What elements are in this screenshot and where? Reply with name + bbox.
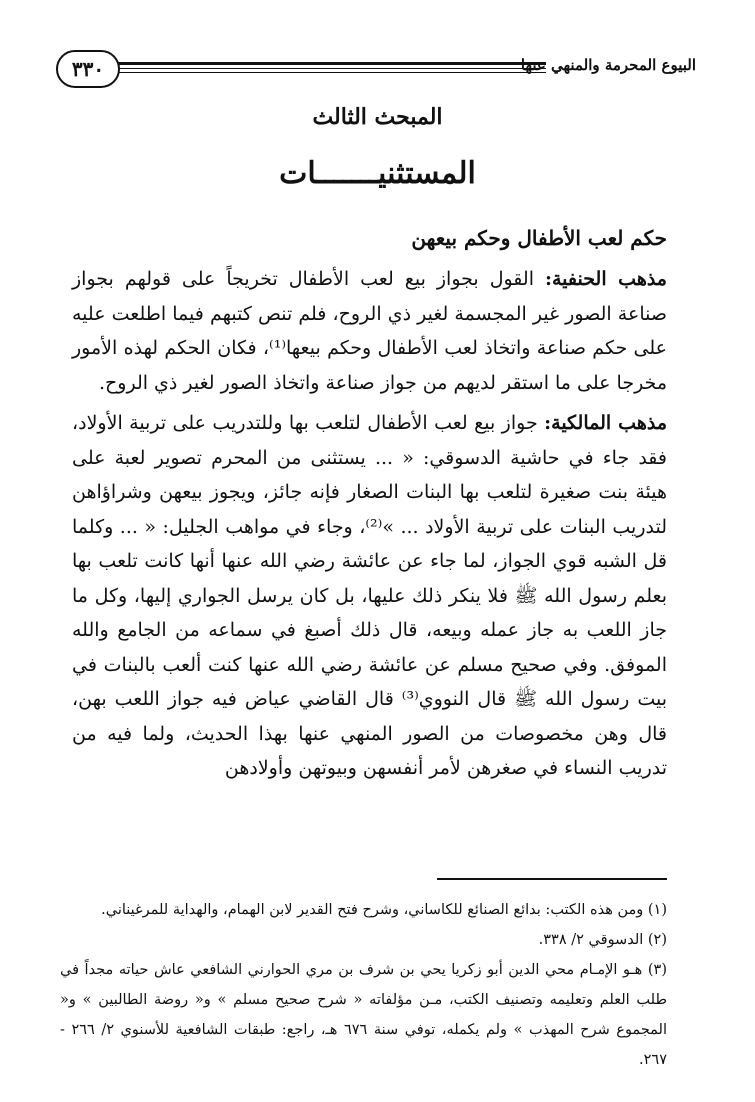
footnote-item: (٢) الدسوقي ٢/ ٣٣٨. (538, 932, 667, 948)
header-rules (114, 62, 546, 73)
sub-heading: حكم لعب الأطفال وحكم بيعهن (411, 226, 667, 250)
body-text (72, 262, 667, 792)
paragraph-hanafi (72, 262, 667, 400)
header-rule-thick (114, 62, 546, 65)
main-title: المستثنيـــــــات (279, 156, 476, 191)
page-number-badge (56, 50, 120, 88)
paragraph-maliki (72, 406, 667, 786)
paragraph-text: جواز بيع لعب الأطفال لتلعب بها وللتدريب على تربية الأولاد، فقد جاء في حاشية الدسوقي: « ... يستثنى من المحرم تصوير لعبة على هيئة بنت صغيرة لتلعب بها البنات الصغار فإنه جائز، ويجوز بيعهن وشراؤاهن لتدريب البنات على تربية الأولاد ... »⁽²⁾، وجاء في مواهب الجليل: « ... وكلما قل الشبه قوي الجواز، لما جاء عن عائشة رضي الله عنها أنها كانت تلعب بها بعلم رسول الله ﷺ فلا ينكر ذلك عليها، بل كان يرسل الجواري إليها، وكل ما جاز اللعب به جاز عمله وبيعه، قال ذلك أصبغ في سماعه من الجامع والله الموفق. وفي صحيح مسلم عن عائشة رضي الله عنها كنت ألعب بالبنات في بيت رسول الله ﷺ قال النووي⁽³⁾ قال القاضي عياض فيه جواز اللعب بهن، قال وهن مخصوصات من الصور المنهي عنها بهذا الحديث، ولما فيه من تدريب النساء في صغرهن لأمر أنفسهن وبيوتهن وأولادهن (72, 412, 667, 779)
page-number: ٣٣٠ (71, 57, 105, 81)
footnotes (60, 895, 667, 1075)
section-title: المبحث الثالث (312, 104, 443, 130)
paragraph-lead: مذهب الحنفية: (544, 268, 667, 290)
footnote-item: (١) ومن هذه الكتب: بدائع الصنائع للكاساني، وشرح فتح القدير لابن الهمام، والهداية للمرغيناني. (101, 902, 667, 918)
page-header (56, 50, 696, 94)
footnote-item: (٣) هـو الإمـام محي الدين أبو زكريا يحي بن شرف بن مري الحوارني الشافعي عاش حياته مجداً في طلب العلم وتعليمه وتصنيف الكتب، مـن مؤلفاته « شرح صحيح مسلم » و« روضة الطالبين » و« المجموع شرح المهذب » ولم يكمله، توفي سنة ٦٧٦ هـ، راجع: طبقات الشافعية للأسنوي ٢/ ٢٦٦ - ٢٦٧. (60, 962, 668, 1068)
footnote-divider (437, 878, 667, 880)
header-rule-thin (114, 68, 546, 69)
running-title: البيوع المحرمة والمنهي عنها (520, 56, 696, 74)
header-rule-thin (114, 72, 546, 73)
paragraph-text: القول بجواز بيع لعب الأطفال تخريجاً على قولهم بجواز صناعة الصور غير المجسمة لغير ذي الروح، فلم تنص كتبهم فيما اطلعت عليه على حكم صناعة واتخاذ لعب الأطفال وحكم بيعها⁽¹⁾، فكان الحكم لهذه الأمور مخرجا على ما استقر لديهم من جواز صناعة واتخاذ الصور لغير ذي الروح. (72, 268, 667, 394)
paragraph-lead: مذهب المالكية: (544, 412, 668, 434)
